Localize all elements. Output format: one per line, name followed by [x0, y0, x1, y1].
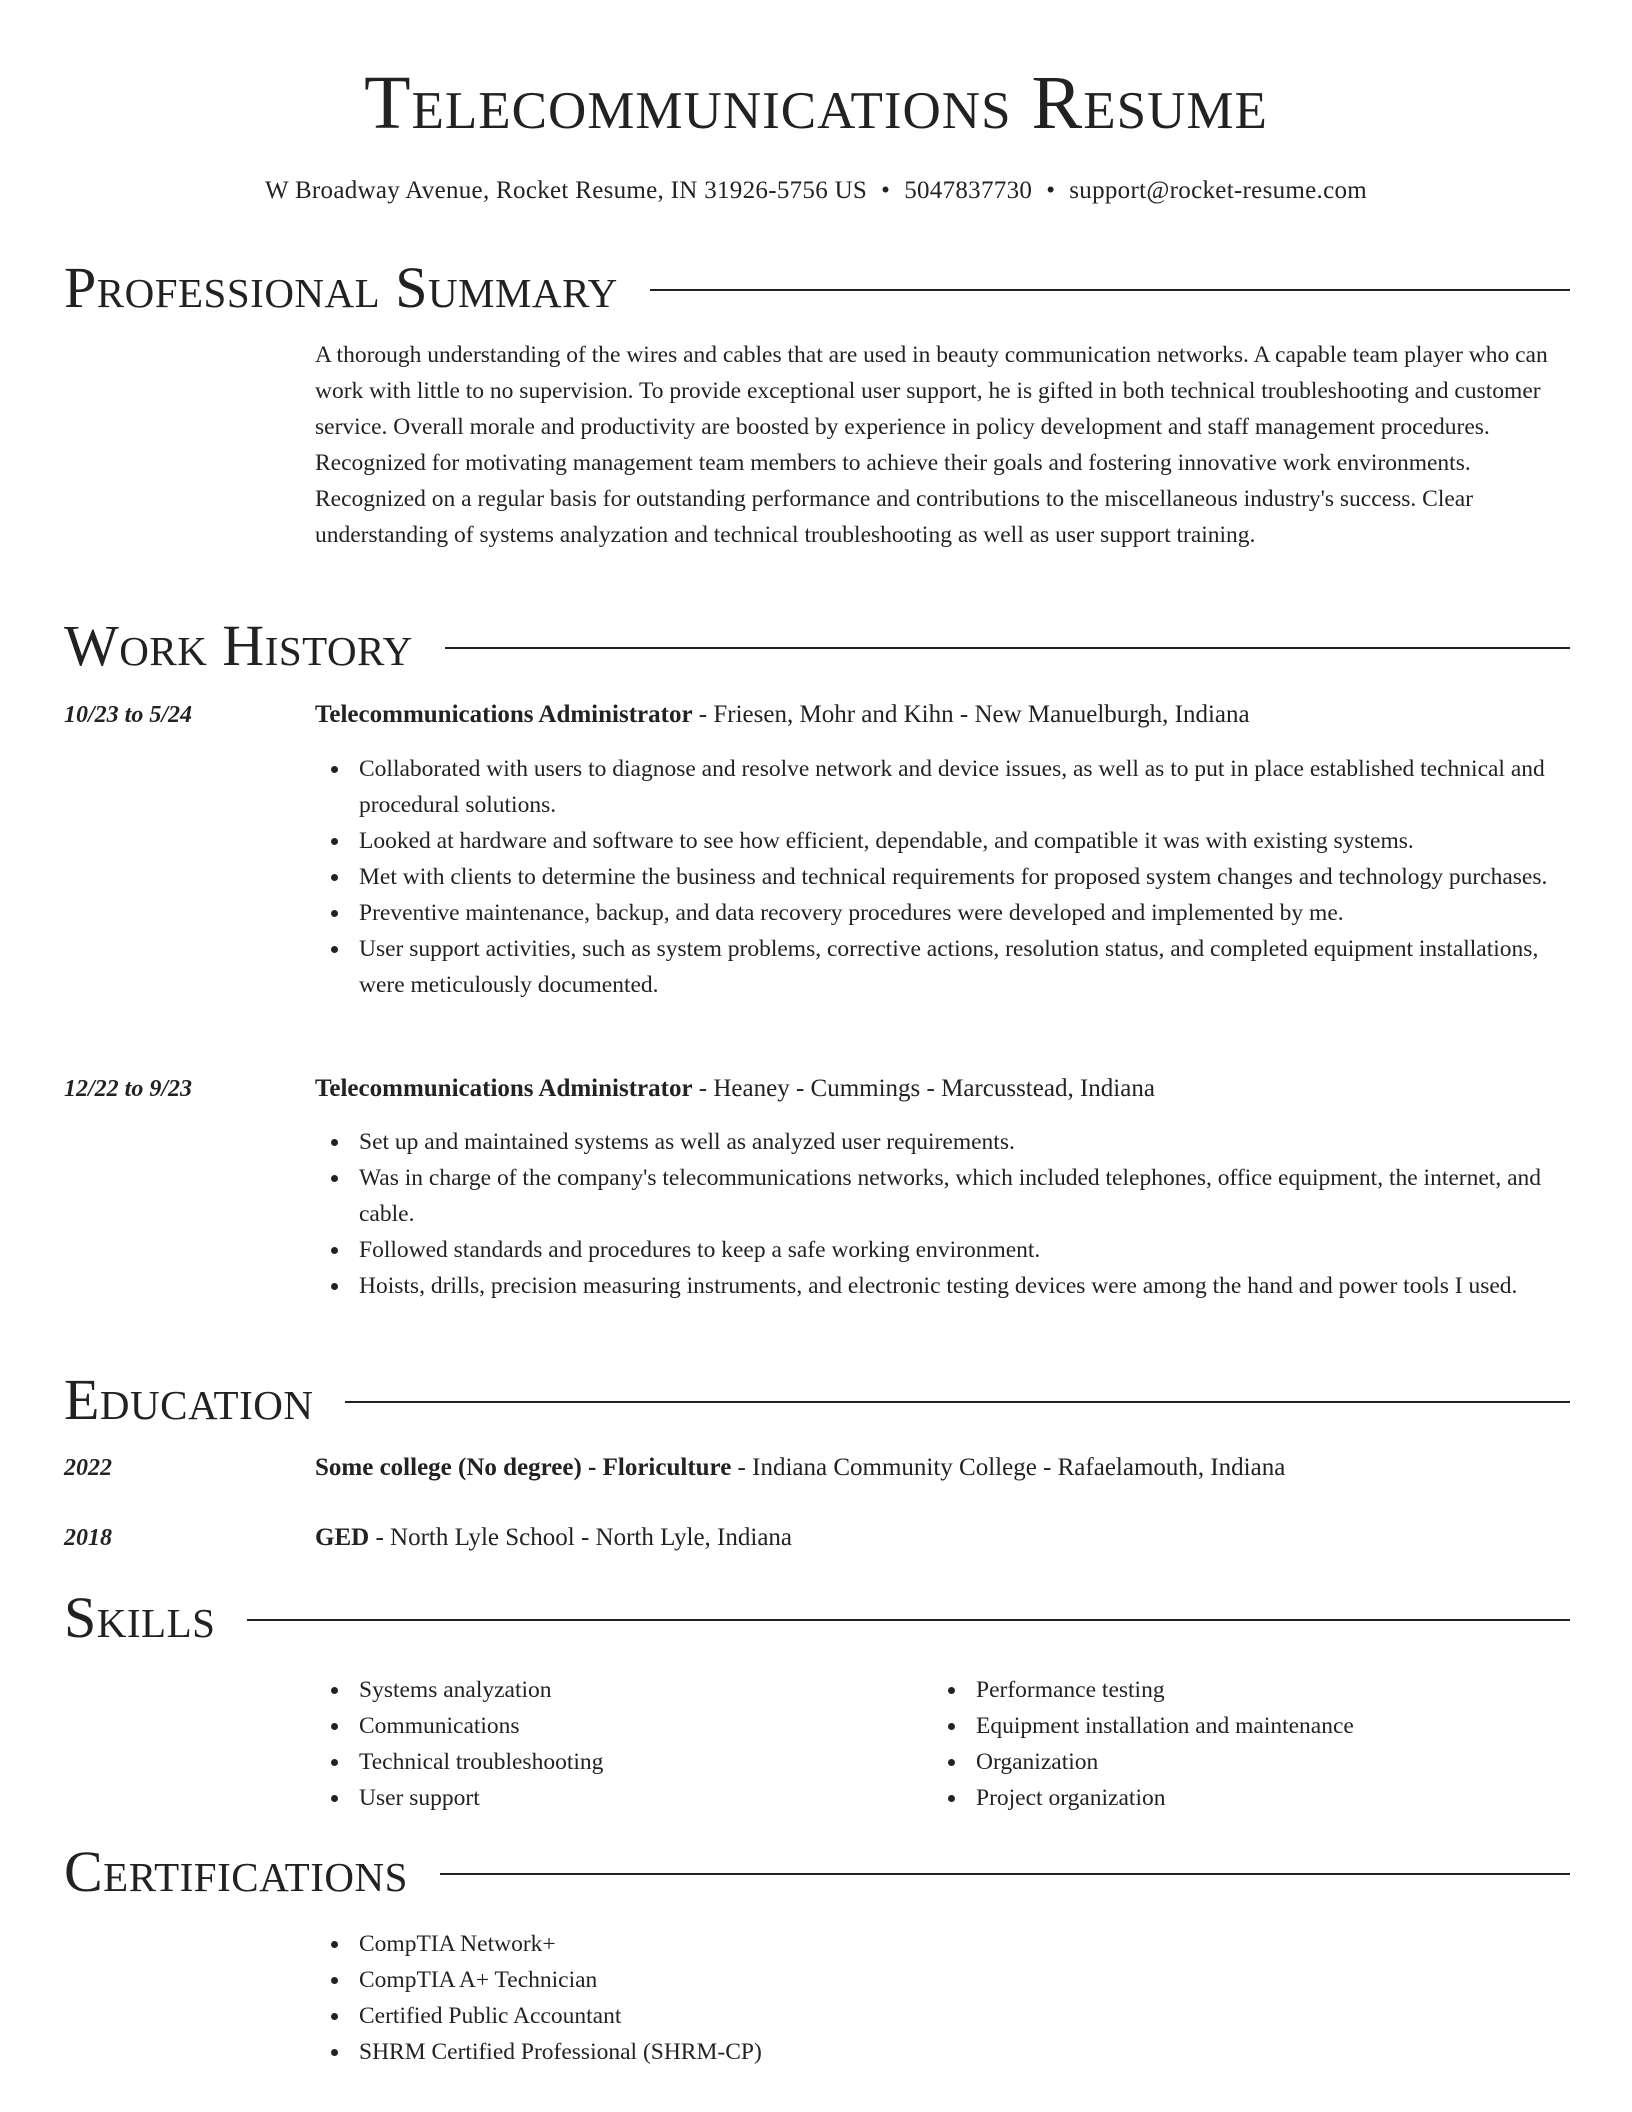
education-year: 2018 — [64, 1525, 112, 1551]
skills-list — [932, 1672, 1549, 1816]
education-school: - North Lyle School - North Lyle, Indiana — [369, 1524, 793, 1551]
education-year: 2022 — [64, 1455, 112, 1481]
job-employer: - Friesen, Mohr and Kihn - New Manuelburgh, Indiana — [692, 701, 1250, 728]
contact-email: support@rocket-resume.com — [1069, 177, 1368, 204]
education-heading: Education — [64, 1367, 314, 1432]
job-employer: - Heaney - Cummings - Marcusstead, Indiana — [692, 1075, 1155, 1102]
education-section-header — [64, 1368, 1570, 1432]
education-degree: GED — [315, 1524, 370, 1551]
job-bullet: User support activities, such as system problems, corrective actions, resolution status, and completed equipment installations, were meticulously documented. — [359, 931, 1570, 1003]
summary-heading: Professional Summary — [64, 255, 618, 320]
education-heading-line — [315, 1450, 1570, 1486]
summary-body — [315, 337, 1570, 553]
skill-item: Systems analyzation — [359, 1672, 932, 1708]
contact-separator: • — [1046, 177, 1056, 204]
contact-address: W Broadway Avenue, Rocket Resume, IN 31926-5756 US — [264, 177, 868, 204]
job-entry — [315, 697, 1570, 733]
certification-item: Certified Public Accountant — [359, 1998, 1570, 2034]
section-divider — [445, 647, 1570, 649]
job-bullet: Followed standards and procedures to keep a safe working environment. — [359, 1232, 1570, 1268]
skill-item: Communications — [359, 1708, 932, 1744]
job-bullet: Hoists, drills, precision measuring instruments, and electronic testing devices were among the hand and power tools I used. — [359, 1268, 1570, 1304]
skill-item: Technical troubleshooting — [359, 1744, 932, 1780]
contact-phone: 5047837730 — [904, 177, 1033, 204]
contact-info — [0, 174, 1632, 208]
job-heading — [315, 1071, 1570, 1107]
education-entry — [315, 1450, 1570, 1486]
job-bullet: Preventive maintenance, backup, and data recovery procedures were developed and implemented by me. — [359, 895, 1570, 931]
job-bullet-list — [315, 1124, 1570, 1304]
skill-item: Organization — [976, 1744, 1549, 1780]
education-heading-line — [315, 1520, 1570, 1556]
section-divider — [247, 1619, 1570, 1621]
section-divider — [650, 289, 1570, 291]
skills-grid — [315, 1672, 1570, 1816]
job-bullet: Was in charge of the company's telecommunications networks, which included telephones, office equipment, the internet, and cable. — [359, 1160, 1570, 1232]
certifications-section-header — [64, 1840, 1570, 1904]
skill-item: Project organization — [976, 1780, 1549, 1816]
summary-section-header — [64, 256, 1570, 320]
certification-item: CompTIA Network+ — [359, 1926, 1570, 1962]
certifications-list — [315, 1926, 1570, 2070]
job-bullet-list — [315, 751, 1570, 1003]
certification-item: SHRM Certified Professional (SHRM-CP) — [359, 2034, 1570, 2070]
education-school: - Indiana Community College - Rafaelamouth, Indiana — [731, 1454, 1286, 1481]
job-title: Telecommunications Administrator — [315, 1075, 693, 1102]
skill-item: Performance testing — [976, 1672, 1549, 1708]
job-duties — [315, 751, 1570, 1003]
skills-section-header — [64, 1586, 1570, 1650]
job-heading — [315, 697, 1570, 733]
section-divider — [440, 1873, 1570, 1875]
job-entry — [315, 1071, 1570, 1107]
skill-item: Equipment installation and maintenance — [976, 1708, 1549, 1744]
resume-title: Telecommunications Resume — [364, 61, 1268, 145]
education-degree: Some college (No degree) - Floriculture — [315, 1454, 732, 1481]
contact-separator: • — [881, 177, 891, 204]
skills-column-left — [315, 1672, 932, 1816]
skills-column-right — [932, 1672, 1549, 1816]
certifications-heading: Certifications — [64, 1839, 408, 1904]
job-dates: 10/23 to 5/24 — [64, 702, 193, 728]
skill-item: User support — [359, 1780, 932, 1816]
work-history-heading: Work History — [64, 613, 413, 678]
skills-heading: Skills — [64, 1585, 216, 1650]
certification-item: CompTIA A+ Technician — [359, 1962, 1570, 1998]
job-bullet: Collaborated with users to diagnose and resolve network and device issues, as well as to put in place established technical and procedural solutions. — [359, 751, 1570, 823]
job-duties — [315, 1124, 1570, 1304]
job-bullet: Set up and maintained systems as well as analyzed user requirements. — [359, 1124, 1570, 1160]
certifications-body — [315, 1926, 1570, 2070]
summary-text: A thorough understanding of the wires and cables that are used in beauty communication networks. A capable team player who can work with little to no supervision. To provide exceptional user support, he is gifted in both technical troubleshooting and customer service. Overall morale and productivity are boosted by experience in policy development and staff management procedures. Recognized for motivating management team members to achieve their goals and fostering innovative work environments. Recognized on a regular basis for outstanding performance and contributions to the miscellaneous industry's success. Clear understanding of systems analyzation and technical troubleshooting as well as user support training. — [315, 342, 1548, 548]
job-dates: 12/22 to 9/23 — [64, 1076, 193, 1102]
work-history-section-header — [64, 614, 1570, 678]
education-entry — [315, 1520, 1570, 1556]
job-bullet: Looked at hardware and software to see how efficient, dependable, and compatible it was with existing systems. — [359, 823, 1570, 859]
skills-list — [315, 1672, 932, 1816]
section-divider — [345, 1401, 1570, 1403]
job-bullet: Met with clients to determine the business and technical requirements for proposed system changes and technology purchases. — [359, 859, 1570, 895]
job-title: Telecommunications Administrator — [315, 701, 693, 728]
